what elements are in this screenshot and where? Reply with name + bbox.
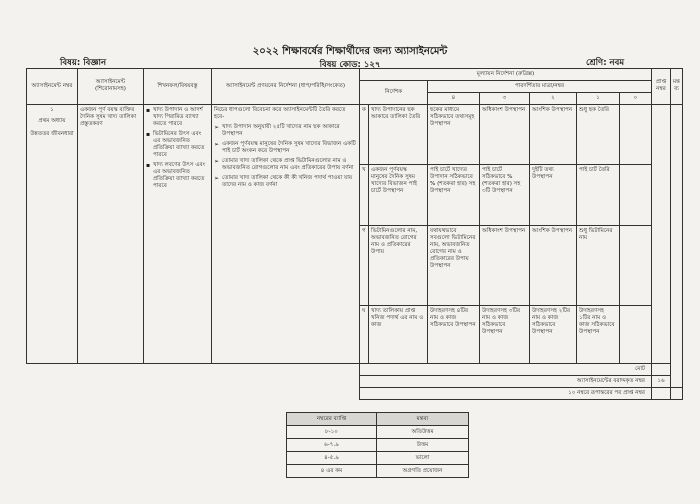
col-header-assignment-title: অ্যাসাইনমেন্ট (শিরোনামসহ) (78, 69, 144, 105)
rubric-level-2: উদাহরণসহ ২টির নাম ও কাজ সঠিকভাবে উপস্থাপন (530, 305, 577, 363)
outcome-item: ▪ খাদ্য উপাদান ও আদর্শ খাদ্য পিরামিড ব্যাখ্যা করতে পারবে (153, 107, 209, 128)
converted-marks-value (652, 387, 671, 399)
converted-marks-label: ১০ নম্বরে রূপান্তরের পর প্রাপ্ত নম্বর (360, 387, 652, 399)
scale-remark: অতিউত্তম (377, 426, 469, 439)
level-score: ৩ (480, 92, 530, 104)
rubric-level-2: দুইটি তথ্য উপস্থাপন (530, 164, 577, 225)
rubric-level-3: অধিকাংশ উপস্থাপন (480, 104, 530, 164)
rubric-level-3: পাই চার্টে সঠিকভাবে % (শতকরা হার) সহ ৩টি উপস্থাপন (480, 164, 530, 225)
col-header-instructions: অ্যাসাইনমেন্ট প্রণয়নের নির্দেশনা (ধাপ/পরিধি/সংকেত) (212, 69, 360, 105)
outcomes-cell (144, 104, 212, 363)
rubric-row-label: খ (360, 164, 369, 225)
scale-range: ৬-৭.৯ (287, 439, 377, 452)
rubric-level-0 (620, 225, 652, 305)
rubric-level-0 (620, 305, 652, 363)
remarks-cell (671, 104, 683, 387)
instructions-intro: নিচের ধাপগুলো বিবেচনা করে অ্যাসাইনমেন্টটি তৈরি করতে হবে- (214, 106, 346, 120)
page-title: ২০২২ শিক্ষাবর্ষের শিক্ষার্থীদের জন্য অ্যাসাইনমেন্ট (252, 46, 448, 57)
rubric-level-3: অধিকাংশ উপস্থাপন (480, 225, 530, 305)
scale-remark: ভালো (377, 452, 469, 465)
grading-scale-table (286, 412, 469, 478)
rubric-level-3: উদাহরণসহ ৩টির নাম ও কাজ সঠিকভাবে উপস্থাপন (480, 305, 530, 363)
rubric-indicator: ভিটামিনগুলোর নাম, অভাবজনিত রোগের নাম ও প্রতিকারের উপায় (369, 225, 428, 305)
blank-area (27, 363, 360, 399)
scale-header-range: নম্বরের ব্যাপ্তি (287, 413, 377, 426)
scale-range: ৪-৫.৯ (287, 452, 377, 465)
rubric-level-0 (620, 164, 652, 225)
rubric-row-label: ঘ (360, 305, 369, 363)
scale-remark: উত্তম (377, 439, 469, 452)
total-value (652, 363, 671, 375)
rubric-level-1: পাই চার্ট তৈরি (577, 164, 620, 225)
assignment-table (26, 68, 683, 400)
level-score: ০ (620, 92, 652, 104)
instructions-cell (212, 104, 360, 363)
col-header-marks: প্রাপ্ত নম্বর (652, 69, 671, 105)
instruction-item: ➢ একজন পূর্ণবয়স্ক মানুষের দৈনিক সুষম খাদ্যের বিভাজন একটি পাই চার্ট অংকন করে উপস্থাপন (222, 141, 357, 155)
col-header-level: পারদর্শিতার মাত্রা/নম্বর (428, 80, 652, 92)
subject-code: বিষয় কোড: ১২৭ (319, 60, 381, 70)
scale-remark: অগ্রগতি প্রয়োজন (377, 465, 469, 478)
rubric-indicator: একজন পূর্ণবয়স্ক মানুষের দৈনিক সুষম খাদ্যের বিভাজন পাই চার্টে উপস্থাপন (369, 164, 428, 225)
subject-label: বিষয়: বিজ্ঞান (60, 58, 107, 68)
scale-header-remark: মন্তব্য (377, 413, 469, 426)
chapter-label: প্রথম অধ্যায় (38, 117, 66, 124)
rubric-row-label: ক (360, 104, 369, 164)
assignment-no-cell (27, 104, 78, 363)
rubric-indicator: খাদ্য উপাদানের ছক আকারে তালিকা তৈরি (369, 104, 428, 164)
rubric-level-4: পাই চার্টে খাদ্যের উপাদান সঠিকভাবে % (শতকরা হার) সহ উপস্থাপন (428, 164, 480, 225)
assigned-marks-value: ১৬ (652, 375, 671, 387)
assignment-title: একজন পূর্ণ বয়স্ক ব্যক্তির দৈনিক সুষম খাদ্য তালিকা প্রস্তুতকরণ (78, 104, 144, 363)
rubric-level-2: আংশিক উপস্থাপন (530, 225, 577, 305)
marks-cell (652, 104, 671, 363)
converted-remarks (671, 387, 683, 399)
instruction-item: ➢ তোমার খাদ্য তালিকা থেকে কী কী খনিজ পদার্থ পাওয়া যায় তাদের নাম ও কাজ বর্ণনা (222, 175, 357, 189)
outcome-item: ▪ খাদ্য লবণের উৎস এবং এর অভাবজনিত প্রতিক্রিয়া ব্যাখ্যা করতে পারবে (153, 162, 209, 190)
level-score: ৪ (428, 92, 480, 104)
col-header-assignment-no: অ্যাসাইনমেন্ট নম্বর (27, 69, 78, 105)
instruction-item: ➢ খাদ্য উপাদান অনুযায়ী ২৫টি খাদ্যের নাম ছক আকারে উপস্থাপন (222, 124, 357, 138)
rubric-level-1: শুধু ছক তৈরি (577, 104, 620, 164)
rubric-level-4: ছকের মাধ্যমে সঠিকভাবে তথ্যসমূহ উপস্থাপন (428, 104, 480, 164)
scale-range: ৮-১০ (287, 426, 377, 439)
rubric-row-label: গ (360, 225, 369, 305)
instruction-item: ➢ তোমার খাদ্য তালিকা থেকে প্রাপ্ত ভিটামিনগুলোর নাম ও অভাবজনিত রোগগুলোর নাম এবং প্রতিকারের উপায় বর্ণনা (222, 158, 357, 172)
scale-range: ৪ এর কম (287, 465, 377, 478)
rubric-level-1: শুধু ভিটামিনের নাম (577, 225, 620, 305)
rubric-level-2: আংশিক উপস্থাপন (530, 104, 577, 164)
level-score: ১ (577, 92, 620, 104)
rubric-level-4: যথাযথভাবে সবগুলো ভিটামিনের নাম, অভাবজনিত রোগের নাম ও প্রতিকারের উপায় উপস্থাপন (428, 225, 480, 305)
assigned-marks-label: অ্যাসাইনমেন্টের বরাদ্দকৃত নম্বর (360, 375, 652, 387)
chapter-title: উন্নততর জীবনধারা (30, 130, 74, 137)
level-score: ২ (530, 92, 577, 104)
rubric-level-0 (620, 104, 652, 164)
col-header-rubric: মূল্যায়ন নির্দেশনা (রুব্রিক্স) (360, 69, 652, 81)
col-header-remarks: মন্তব্য (671, 69, 683, 105)
rubric-level-1: উদাহরণসহ ১টির নাম ও কাজ সঠিকভাবে উপস্থাপন (577, 305, 620, 363)
outcome-item: ▪ ভিটামিনের উৎস এবং এর অভাবজনিত প্রতিক্রিয়া ব্যাখ্যা করতে পারবে (153, 131, 209, 159)
assignment-no: ১ (50, 106, 54, 113)
total-label: মোট (360, 363, 652, 375)
rubric-indicator: খাদ্য তালিকায় প্রাপ্ত খনিজ পদার্থ এর নাম ও কাজ (369, 305, 428, 363)
col-header-indicator: নির্দেশক (360, 80, 428, 104)
col-header-outcomes: শিখনফল/বিষয়বস্তু (144, 69, 212, 105)
grade-label: শ্রেণি: নবম (586, 58, 625, 68)
rubric-level-4: উদাহরণসহ ৪টির নাম ও কাজ সঠিকভাবে উপস্থাপন (428, 305, 480, 363)
